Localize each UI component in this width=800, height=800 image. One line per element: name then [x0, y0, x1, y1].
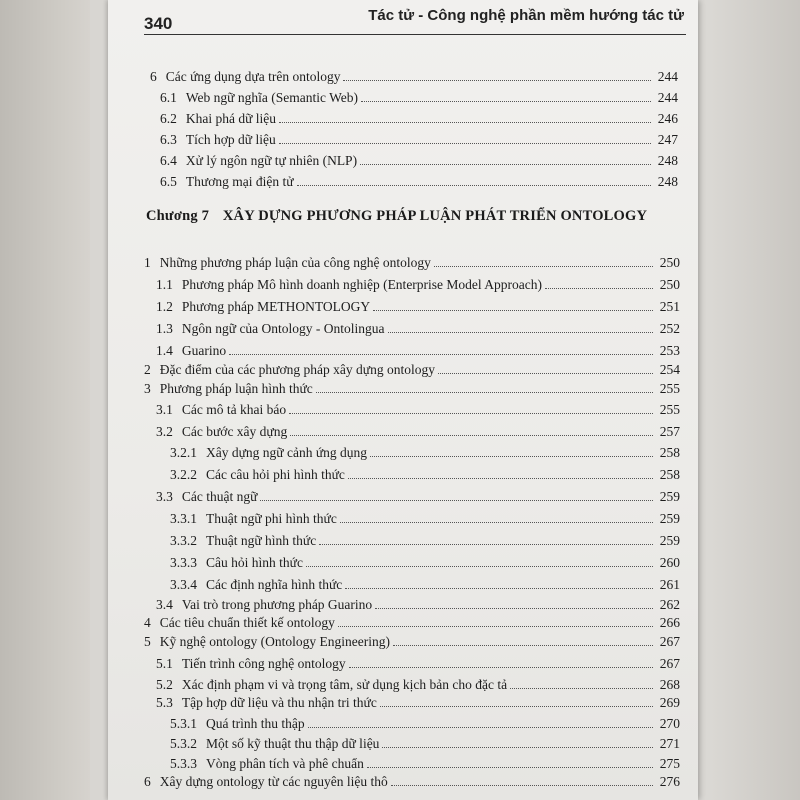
toc-page: 259	[659, 533, 680, 548]
toc-number: 5.1	[156, 656, 173, 671]
toc-leader	[348, 478, 653, 479]
toc-title: Vòng phân tích và phê chuẩn	[206, 756, 364, 771]
toc-title: Tập hợp dữ liệu và thu nhận tri thức	[181, 695, 377, 710]
toc-leader	[375, 608, 653, 609]
toc-number: 5.2	[156, 677, 173, 692]
toc-entry	[144, 774, 680, 790]
toc-leader	[338, 626, 653, 627]
toc-page: 248	[657, 153, 678, 168]
toc-title: Xử lý ngôn ngữ tự nhiên (NLP)	[185, 153, 358, 168]
toc-number: 6	[144, 774, 151, 789]
toc-number: 5.3.1	[170, 716, 197, 731]
toc-leader	[349, 667, 653, 668]
toc-leader	[319, 544, 653, 545]
toc-page: 268	[659, 677, 680, 692]
toc-title: Vai trò trong phương pháp Guarino	[181, 597, 373, 612]
toc-number: 3.3.3	[170, 555, 197, 570]
toc-entry	[144, 255, 680, 271]
toc-leader	[438, 373, 653, 374]
toc-number: 1.1	[156, 277, 173, 292]
toc-number: 3.3.2	[170, 533, 197, 548]
toc-number: 6.3	[160, 132, 177, 147]
toc-number: 3.2.1	[170, 445, 197, 460]
toc-leader	[289, 413, 653, 414]
toc-page: 250	[659, 277, 680, 292]
toc-page: 244	[657, 69, 678, 84]
toc-title: Xây dựng ontology từ các nguyên liệu thô	[159, 774, 388, 789]
toc-page: 251	[659, 299, 680, 314]
toc-leader	[279, 143, 651, 144]
toc-number: 1	[144, 255, 151, 270]
page-number: 340	[144, 14, 173, 33]
toc-leader	[361, 101, 651, 102]
toc-leader	[388, 332, 653, 333]
toc-number: 5.3	[156, 695, 173, 710]
background-right	[690, 0, 800, 800]
toc-number: 3	[144, 381, 151, 396]
toc-page: 267	[659, 656, 680, 671]
toc-title: Phương pháp METHONTOLOGY	[181, 299, 371, 314]
toc-title: Phương pháp luận hình thức	[159, 381, 313, 396]
toc-leader	[434, 266, 653, 267]
toc-leader	[345, 588, 653, 589]
toc-entry	[156, 695, 680, 711]
toc-leader	[316, 392, 653, 393]
book-page	[108, 0, 698, 800]
toc-number: 6.2	[160, 111, 177, 126]
toc-entry	[156, 424, 680, 440]
toc-title: Khai phá dữ liệu	[185, 111, 277, 126]
toc-number: 6	[150, 69, 157, 84]
toc-entry	[156, 677, 680, 693]
toc-entry	[170, 511, 680, 527]
toc-leader	[343, 80, 651, 81]
toc-page: 253	[659, 343, 680, 358]
toc-title: Ngôn ngữ của Ontology - Ontolingua	[181, 321, 385, 336]
toc-title: Xác định phạm vi và trọng tâm, sử dụng kịch bản cho đặc tả	[181, 677, 508, 692]
toc-entry	[170, 577, 680, 593]
toc-entry	[156, 489, 680, 505]
toc-entry	[156, 321, 680, 337]
toc-entry	[170, 467, 680, 483]
toc-title: Các thuật ngữ	[181, 489, 258, 504]
toc-entry	[160, 153, 678, 169]
toc-title: Quá trình thu thập	[206, 716, 305, 731]
toc-title: Tích hợp dữ liệu	[185, 132, 276, 147]
toc-leader	[229, 354, 653, 355]
toc-page: 250	[659, 255, 680, 270]
toc-entry	[144, 381, 680, 397]
toc-leader	[510, 688, 653, 689]
toc-number: 3.2.2	[170, 467, 197, 482]
toc-number: 3.3	[156, 489, 173, 504]
toc-page: 269	[659, 695, 680, 710]
toc-number: 3.2	[156, 424, 173, 439]
toc-title: Câu hỏi hình thức	[206, 555, 303, 570]
toc-number: 5.3.2	[170, 736, 197, 751]
toc-page: 248	[657, 174, 678, 189]
toc-entry	[170, 756, 680, 772]
running-title: Tác tử - Công nghệ phần mềm hướng tác tử	[368, 7, 684, 24]
toc-number: 3.1	[156, 402, 173, 417]
toc-page: 252	[659, 321, 680, 336]
chapter-heading	[146, 208, 647, 225]
toc-entry	[150, 69, 678, 85]
toc-title: Thương mại điện tử	[185, 174, 294, 189]
toc-leader	[306, 566, 653, 567]
chapter-label: Chương 7	[146, 208, 210, 224]
toc-leader	[545, 288, 653, 289]
toc-page: 255	[659, 381, 680, 396]
toc-page: 254	[659, 362, 680, 377]
toc-title: Xây dựng ngữ cảnh ứng dụng	[206, 445, 368, 460]
toc-page: 262	[659, 597, 680, 612]
toc-leader	[260, 500, 653, 501]
toc-entry	[170, 445, 680, 461]
toc-entry	[170, 716, 680, 732]
toc-page: 247	[657, 132, 678, 147]
toc-title: Các bước xây dựng	[181, 424, 288, 439]
toc-page: 270	[659, 716, 680, 731]
toc-page: 259	[659, 511, 680, 526]
toc-title: Tiến trình công nghệ ontology	[181, 656, 346, 671]
toc-leader	[391, 785, 653, 786]
toc-leader	[373, 310, 653, 311]
toc-leader	[370, 456, 653, 457]
toc-title: Những phương pháp luận của công nghệ ontology	[159, 255, 431, 270]
toc-leader	[297, 185, 651, 186]
chapter-title: XÂY DỰNG PHƯƠNG PHÁP LUẬN PHÁT TRIỂN ONTOLOGY	[222, 208, 648, 224]
toc-number: 6.4	[160, 153, 177, 168]
toc-number: 6.1	[160, 90, 177, 105]
toc-title: Một số kỹ thuật thu thập dữ liệu	[206, 736, 380, 751]
toc-leader	[380, 706, 653, 707]
page-header	[144, 4, 686, 35]
toc-entry	[156, 402, 680, 418]
toc-number: 1.4	[156, 343, 173, 358]
toc-title: Các câu hỏi phi hình thức	[206, 467, 345, 482]
toc-entry	[144, 362, 680, 378]
toc-page: 244	[657, 90, 678, 105]
toc-leader	[367, 767, 653, 768]
toc-entry	[144, 615, 680, 631]
toc-entry	[160, 111, 678, 127]
toc-title: Thuật ngữ hình thức	[206, 533, 317, 548]
toc-entry	[170, 555, 680, 571]
toc-entry	[160, 174, 678, 190]
toc-entry	[156, 277, 680, 293]
toc-entry	[170, 533, 680, 549]
toc-entry	[156, 597, 680, 613]
toc-entry	[160, 132, 678, 148]
toc-title: Thuật ngữ phi hình thức	[206, 511, 337, 526]
toc-title: Đặc điểm của các phương pháp xây dựng ontology	[159, 362, 435, 377]
toc-page: 259	[659, 489, 680, 504]
toc-title: Phương pháp Mô hình doanh nghiệp (Enterprise Model Approach)	[181, 277, 543, 292]
toc-page: 246	[657, 111, 678, 126]
toc-number: 5	[144, 634, 151, 649]
toc-entry	[156, 299, 680, 315]
toc-title: Các định nghĩa hình thức	[206, 577, 343, 592]
toc-number: 5.3.3	[170, 756, 197, 771]
toc-entry	[144, 634, 680, 650]
toc-number: 1.2	[156, 299, 173, 314]
toc-leader	[279, 122, 651, 123]
toc-title: Guarino	[181, 343, 227, 358]
toc-number: 1.3	[156, 321, 173, 336]
toc-page: 255	[659, 402, 680, 417]
toc-page: 266	[659, 615, 680, 630]
toc-entry	[160, 90, 678, 106]
toc-page: 261	[659, 577, 680, 592]
toc-leader	[393, 645, 653, 646]
toc-title: Kỹ nghệ ontology (Ontology Engineering)	[159, 634, 390, 649]
toc-page: 271	[659, 736, 680, 751]
toc-entry	[170, 736, 680, 752]
toc-page: 275	[659, 756, 680, 771]
toc-page: 267	[659, 634, 680, 649]
toc-entry	[156, 343, 680, 359]
toc-leader	[360, 164, 651, 165]
toc-number: 3.3.4	[170, 577, 197, 592]
toc-leader	[382, 747, 653, 748]
toc-page: 257	[659, 424, 680, 439]
toc-page: 276	[659, 774, 680, 789]
toc-page: 258	[659, 445, 680, 460]
toc-leader	[308, 727, 653, 728]
toc-page: 258	[659, 467, 680, 482]
toc-number: 3.4	[156, 597, 173, 612]
toc-number: 6.5	[160, 174, 177, 189]
toc-number: 3.3.1	[170, 511, 197, 526]
toc-number: 2	[144, 362, 151, 377]
toc-page: 260	[659, 555, 680, 570]
toc-title: Các ứng dụng dựa trên ontology	[165, 69, 341, 84]
toc-number: 4	[144, 615, 151, 630]
toc-title: Các tiêu chuẩn thiết kế ontology	[159, 615, 335, 630]
toc-title: Các mô tả khai báo	[181, 402, 287, 417]
toc-leader	[340, 522, 653, 523]
toc-leader	[290, 435, 653, 436]
toc-entry	[156, 656, 680, 672]
background-left	[0, 0, 90, 800]
toc-title: Web ngữ nghĩa (Semantic Web)	[185, 90, 358, 105]
